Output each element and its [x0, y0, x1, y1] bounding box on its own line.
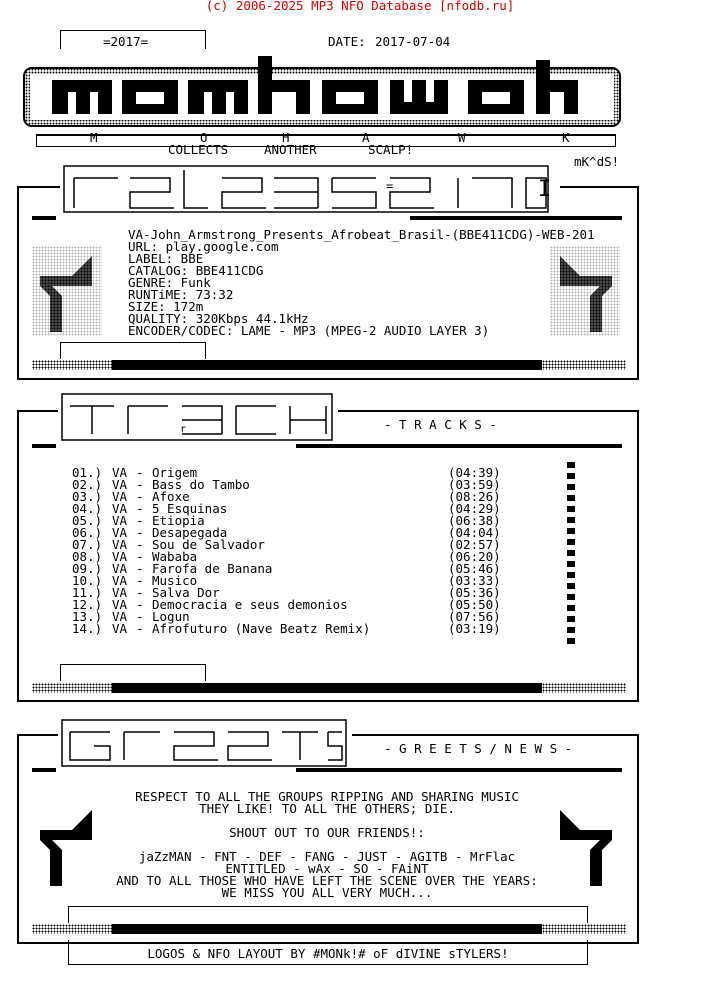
track-artist: VA — [112, 621, 128, 636]
track-artist: VA — [112, 597, 128, 612]
track-number: 08.) — [72, 549, 103, 564]
track-duration: (03:33) — [448, 573, 501, 588]
svg-text:r: r — [180, 424, 187, 435]
track-marker — [567, 495, 575, 501]
track-artist: VA — [112, 513, 128, 528]
track-title: 5 Esquinas — [152, 501, 228, 516]
track-title: Musico — [152, 573, 198, 588]
track-duration: (06:38) — [448, 513, 501, 528]
release-field-runtime: RUNTiME: 73:32 — [128, 287, 234, 302]
track-marker — [567, 594, 575, 600]
track-duration: (05:46) — [448, 561, 501, 576]
track-title: Democracia e seus demonios — [152, 597, 348, 612]
track-marker — [567, 539, 575, 545]
track-artist: VA — [112, 573, 128, 588]
track-separator: - — [136, 477, 144, 492]
greets-line: SHOUT OUT TO OUR FRIENDS!: — [229, 825, 425, 840]
track-duration: (07:56) — [448, 609, 501, 624]
track-marker — [567, 506, 575, 512]
track-marker — [567, 627, 575, 633]
release-field-size: SIZE: 172m — [128, 299, 204, 314]
release-field-genre: GENRE: Funk — [128, 275, 211, 290]
greets-dither-left — [32, 924, 112, 934]
track-title: Sou de Salvador — [152, 537, 265, 552]
greets-dither-right — [542, 924, 626, 934]
track-artist: VA — [112, 561, 128, 576]
greets-banner — [58, 712, 352, 772]
track-separator: - — [136, 621, 144, 636]
track-marker — [567, 572, 575, 578]
track-title: Wababa — [152, 549, 198, 564]
acronym-m: M — [90, 130, 98, 145]
release-top-bar-right — [410, 216, 622, 220]
track-number: 05.) — [72, 513, 103, 528]
track-title: Logun — [152, 609, 190, 624]
track-duration: (05:36) — [448, 585, 501, 600]
track-number: 12.) — [72, 597, 103, 612]
track-artist: VA — [112, 585, 128, 600]
track-duration: (04:29) — [448, 501, 501, 516]
footer-credit: LOGOS & NFO LAYOUT BY #MONk!# oF dIVINE sTYLERS! — [147, 946, 509, 961]
track-title: Bass do Tambo — [152, 477, 250, 492]
track-marker — [567, 561, 575, 567]
tracks-bottom-bar — [112, 683, 542, 693]
greets-line: WE MISS YOU ALL VERY MUCH... — [221, 885, 433, 900]
track-marker — [567, 484, 575, 490]
track-separator: - — [136, 465, 144, 480]
track-separator: - — [136, 609, 144, 624]
credit-line: (c) 2006-2025 MP3 NFO Database [nfodb.ru] — [205, 0, 515, 13]
track-separator: - — [136, 573, 144, 588]
track-artist: VA — [112, 549, 128, 564]
track-duration: (03:59) — [448, 477, 501, 492]
track-marker — [567, 638, 575, 644]
tracks-dither-right — [542, 683, 626, 693]
arrow-right-icon — [550, 246, 620, 336]
track-number: 09.) — [72, 561, 103, 576]
track-title: Desapegada — [152, 525, 228, 540]
release-field-url: URL: play.google.com — [128, 239, 279, 254]
greets-top-bar-left — [32, 768, 56, 772]
track-artist: VA — [112, 525, 128, 540]
track-marker — [567, 517, 575, 523]
track-marker — [567, 616, 575, 622]
track-marker — [567, 583, 575, 589]
track-number: 14.) — [72, 621, 103, 636]
release-info-banner — [60, 160, 560, 216]
acronym-a: A — [362, 130, 370, 145]
track-number: 01.) — [72, 465, 103, 480]
track-separator: - — [136, 597, 144, 612]
release-bottom-bar — [112, 360, 542, 370]
year-tag: =2017= — [103, 34, 149, 49]
track-duration: (04:39) — [448, 465, 501, 480]
track-artist: VA — [112, 537, 128, 552]
release-field-label: LABEL: BBE — [128, 251, 204, 266]
track-separator: - — [136, 513, 144, 528]
track-number: 03.) — [72, 489, 103, 504]
slogan-scalp: SCALP! — [368, 142, 414, 157]
track-separator: - — [136, 489, 144, 504]
track-marker — [567, 473, 575, 479]
greets-bottom-bar — [112, 924, 542, 934]
track-number: 07.) — [72, 537, 103, 552]
track-number: 13.) — [72, 609, 103, 624]
track-number: 04.) — [72, 501, 103, 516]
tracks-top-bar-right — [296, 444, 622, 448]
track-marker — [567, 550, 575, 556]
track-marker — [567, 528, 575, 534]
track-artist: VA — [112, 477, 128, 492]
tracks-dither-left — [32, 683, 112, 693]
acronym-w: W — [458, 130, 466, 145]
track-separator: - — [136, 537, 144, 552]
track-duration: (05:50) — [448, 597, 501, 612]
track-number: 10.) — [72, 573, 103, 588]
track-separator: - — [136, 585, 144, 600]
release-top-bar-left — [32, 216, 56, 220]
greets-bottom-tab — [68, 906, 588, 923]
track-number: 11.) — [72, 585, 103, 600]
track-duration: (06:20) — [448, 549, 501, 564]
release-dither-left — [32, 360, 112, 370]
release-field-quality: QUALITY: 320Kbps 44.1kHz — [128, 311, 309, 326]
release-field-encoder: ENCODER/CODEC: LAME - MP3 (MPEG-2 AUDIO LAYER 3) — [128, 323, 490, 338]
track-duration: (02:57) — [448, 537, 501, 552]
track-duration: (03:19) — [448, 621, 501, 636]
track-marker — [567, 462, 575, 468]
greets-line: RESPECT TO ALL THE GROUPS RIPPING AND SHARING MUSIC — [135, 789, 519, 804]
track-marker — [567, 605, 575, 611]
release-name: VA-John_Armstrong_Presents_Afrobeat_Brasil-(BBE411CDG)-WEB-201 — [128, 227, 595, 242]
greets-top-bar-right — [296, 768, 622, 772]
track-artist: VA — [112, 609, 128, 624]
track-duration: (08:26) — [448, 489, 501, 504]
greets-text — [60, 791, 594, 899]
tracks-banner — [58, 386, 338, 446]
acronym-box — [36, 130, 616, 147]
svg-text:=: = — [386, 179, 394, 193]
mohawk-logo — [22, 50, 622, 130]
acronym-o: O — [200, 130, 208, 145]
track-separator: - — [136, 525, 144, 540]
track-separator: - — [136, 561, 144, 576]
signature: mK^dS! — [574, 154, 620, 169]
arrow-left-icon — [32, 246, 102, 336]
tracks-top-bar-left — [32, 444, 56, 448]
track-artist: VA — [112, 489, 128, 504]
track-title: Afrofuturo (Nave Beatz Remix) — [152, 621, 371, 636]
track-title: Farofa de Banana — [152, 561, 273, 576]
acronym-k: K — [562, 130, 570, 145]
slogan-collects: COLLECTS — [168, 142, 229, 157]
track-separator: - — [136, 501, 144, 516]
track-title: Afoxe — [152, 489, 190, 504]
track-artist: VA — [112, 465, 128, 480]
svg-text:I: I — [538, 177, 552, 202]
date-value: 2017-07-04 — [375, 34, 451, 49]
tracks-heading: - T R A C K S - — [384, 417, 497, 432]
date-label: DATE: — [328, 34, 366, 49]
release-dither-right — [542, 360, 626, 370]
greets-line: AND TO ALL THOSE WHO HAVE LEFT THE SCENE OVER THE YEARS: — [116, 873, 538, 888]
tracks-bottom-tab — [60, 664, 206, 681]
track-separator: - — [136, 549, 144, 564]
greets-line: ENTITLED - wAx - SO - FAiNT — [225, 861, 429, 876]
track-artist: VA — [112, 501, 128, 516]
release-field-catalog: CATALOG: BBE411CDG — [128, 263, 264, 278]
greets-line: THEY LIKE! TO ALL THE OTHERS; DIE. — [199, 801, 455, 816]
slogan-another: ANOTHER — [264, 142, 317, 157]
track-markers — [567, 462, 575, 649]
track-number: 02.) — [72, 477, 103, 492]
track-title: Salva Dor — [152, 585, 220, 600]
track-number: 06.) — [72, 525, 103, 540]
track-duration: (04:04) — [448, 525, 501, 540]
track-title: Origem — [152, 465, 198, 480]
acronym-h: H — [282, 130, 290, 145]
greets-heading: - G R E E T S / N E W S - — [384, 741, 573, 756]
greets-line: jaZzMAN - FNT - DEF - FANG - JUST - AGITB - MrFlac — [138, 849, 516, 864]
release-bottom-tab — [60, 342, 206, 359]
tracks-frame — [17, 410, 639, 702]
track-title: Etiopia — [152, 513, 205, 528]
